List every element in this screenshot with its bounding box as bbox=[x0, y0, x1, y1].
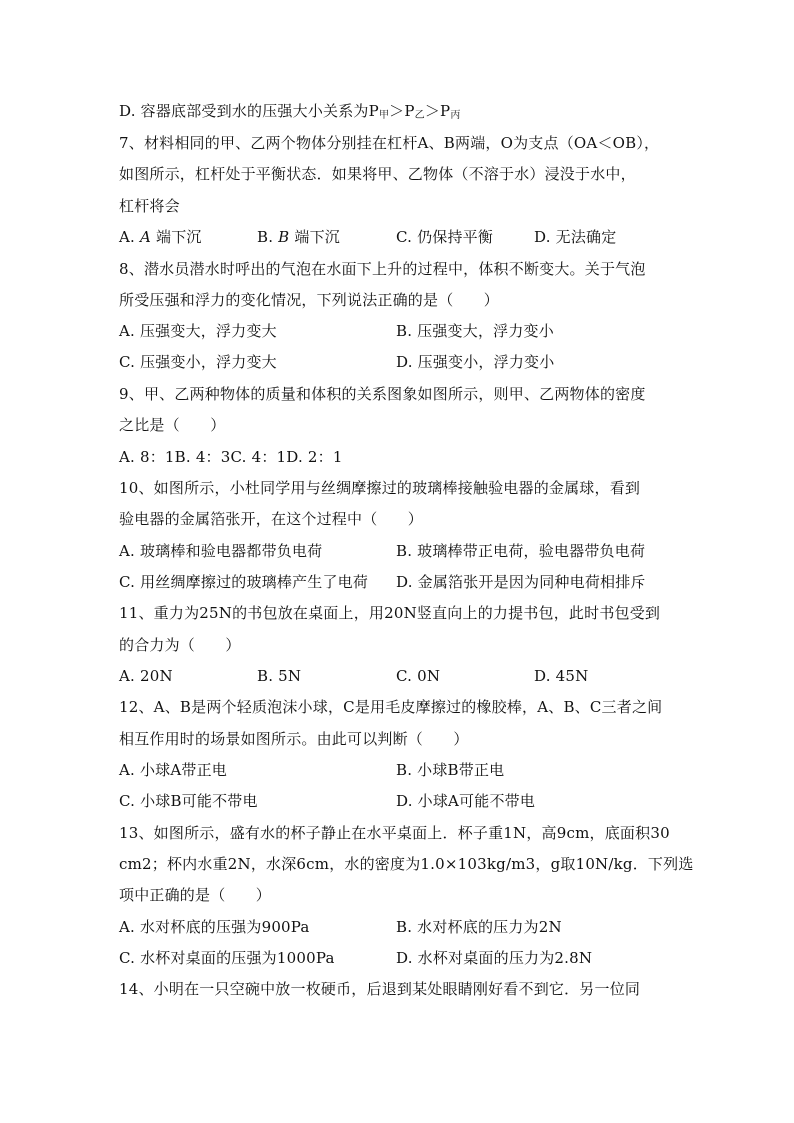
q7-option-c: C. 仍保持平衡 bbox=[396, 228, 494, 246]
q10-stem-line-2: 验电器的金属箔张开，在这个过程中（ ） bbox=[119, 510, 424, 528]
q9-stem-line-2: 之比是（ ） bbox=[119, 416, 226, 434]
q8-stem-line-1: 8、潜水员潜水时呼出的气泡在水面下上升的过程中，体积不断变大。关于气泡 bbox=[119, 260, 646, 278]
q10-option-a: A. 玻璃棒和验电器都带负电荷 bbox=[119, 542, 323, 560]
q13-option-d: D. 水杯对桌面的压力为2.8N bbox=[396, 949, 593, 967]
q7-stem-line-1: 7、材料相同的甲、乙两个物体分别挂在杠杆A、B两端，O为支点（OA＜OB）， bbox=[119, 134, 660, 152]
q10-option-b: B. 玻璃棒带正电荷，验电器带负电荷 bbox=[396, 542, 646, 560]
q11-option-d: D. 45N bbox=[534, 667, 589, 685]
q8-option-a: A. 压强变大，浮力变大 bbox=[119, 322, 277, 340]
subscript-bing: 丙 bbox=[450, 110, 461, 121]
q12-stem-line-2: 相互作用时的场景如图所示。由此可以判断（ ） bbox=[119, 730, 469, 748]
q14-stem-line-1: 14、小明在一只空碗中放一枚硬币，后退到某处眼睛刚好看不到它．另一位同 bbox=[119, 980, 641, 998]
q10-stem-line-1: 10、如图所示，小杜同学用与丝绸摩擦过的玻璃棒接触验电器的金属球，看到 bbox=[119, 479, 641, 497]
q7-option-a: A. A 端下沉 bbox=[119, 228, 202, 246]
q8-option-c: C. 压强变小，浮力变大 bbox=[119, 353, 277, 371]
q7-stem-line-3: 杠杆将会 bbox=[119, 197, 180, 215]
q8-option-b: B. 压强变大，浮力变小 bbox=[396, 322, 554, 340]
q13-stem-line-2: cm2；杯内水重2N，水深6cm，水的密度为1.0×103kg/m3，g取10N/kg．下列选 bbox=[119, 855, 694, 873]
q10-option-d: D. 金属箔张开是因为同种电荷相排斥 bbox=[396, 573, 646, 591]
q12-option-d: D. 小球A可能不带电 bbox=[396, 792, 536, 810]
q8-stem-line-2: 所受压强和浮力的变化情况，下列说法正确的是（ ） bbox=[119, 291, 500, 309]
subscript-yi: 乙 bbox=[414, 110, 425, 121]
subscript-jia: 甲 bbox=[378, 110, 390, 121]
q11-stem-line-2: 的合力为（ ） bbox=[119, 636, 241, 654]
q13-stem-line-1: 13、如图所示，盛有水的杯子静止在水平桌面上．杯子重1N，高9cm，底面积30 bbox=[119, 824, 670, 842]
q13-option-b: B. 水对杯底的压力为2N bbox=[396, 918, 562, 936]
q10-option-c: C. 用丝绸摩擦过的玻璃棒产生了电荷 bbox=[119, 573, 369, 591]
q7-option-b: B. B 端下沉 bbox=[257, 228, 340, 246]
q13-option-c: C. 水杯对桌面的压强为1000Pa bbox=[119, 949, 335, 967]
q11-option-a: A. 20N bbox=[119, 667, 173, 685]
q6-compare-1: ＞P bbox=[389, 102, 415, 120]
q12-option-c: C. 小球B可能不带电 bbox=[119, 792, 258, 810]
q6-option-d bbox=[119, 101, 461, 126]
q11-option-c: C. 0N bbox=[396, 667, 441, 685]
q6-option-d-text: D. 容器底部受到水的压强大小关系为P bbox=[119, 102, 379, 120]
q9-options: A. 8：1B. 4：3C. 4：1D. 2：1 bbox=[119, 448, 343, 466]
q6-compare-2: ＞P bbox=[424, 102, 451, 120]
q8-option-d: D. 压强变小，浮力变小 bbox=[396, 353, 555, 371]
q13-stem-line-3: 项中正确的是（ ） bbox=[119, 886, 272, 904]
q12-option-a: A. 小球A带正电 bbox=[119, 761, 228, 779]
q7-option-d: D. 无法确定 bbox=[534, 228, 617, 246]
q9-stem-line-1: 9、甲、乙两种物体的质量和体积的关系图象如图所示，则甲、乙两物体的密度 bbox=[119, 385, 646, 403]
q7-stem-line-2: 如图所示，杠杆处于平衡状态．如果将甲、乙物体（不溶于水）浸没于水中， bbox=[119, 165, 636, 183]
q12-option-b: B. 小球B带正电 bbox=[396, 761, 505, 779]
q12-stem-line-1: 12、A、B是两个轻质泡沫小球，C是用毛皮摩擦过的橡胶棒，A、B、C三者之间 bbox=[119, 698, 663, 716]
q13-option-a: A. 水对杯底的压强为900Pa bbox=[119, 918, 310, 936]
q11-stem-line-1: 11、重力为25N的书包放在桌面上，用20N竖直向上的力提书包，此时书包受到 bbox=[119, 604, 661, 622]
q11-option-b: B. 5N bbox=[257, 667, 302, 685]
